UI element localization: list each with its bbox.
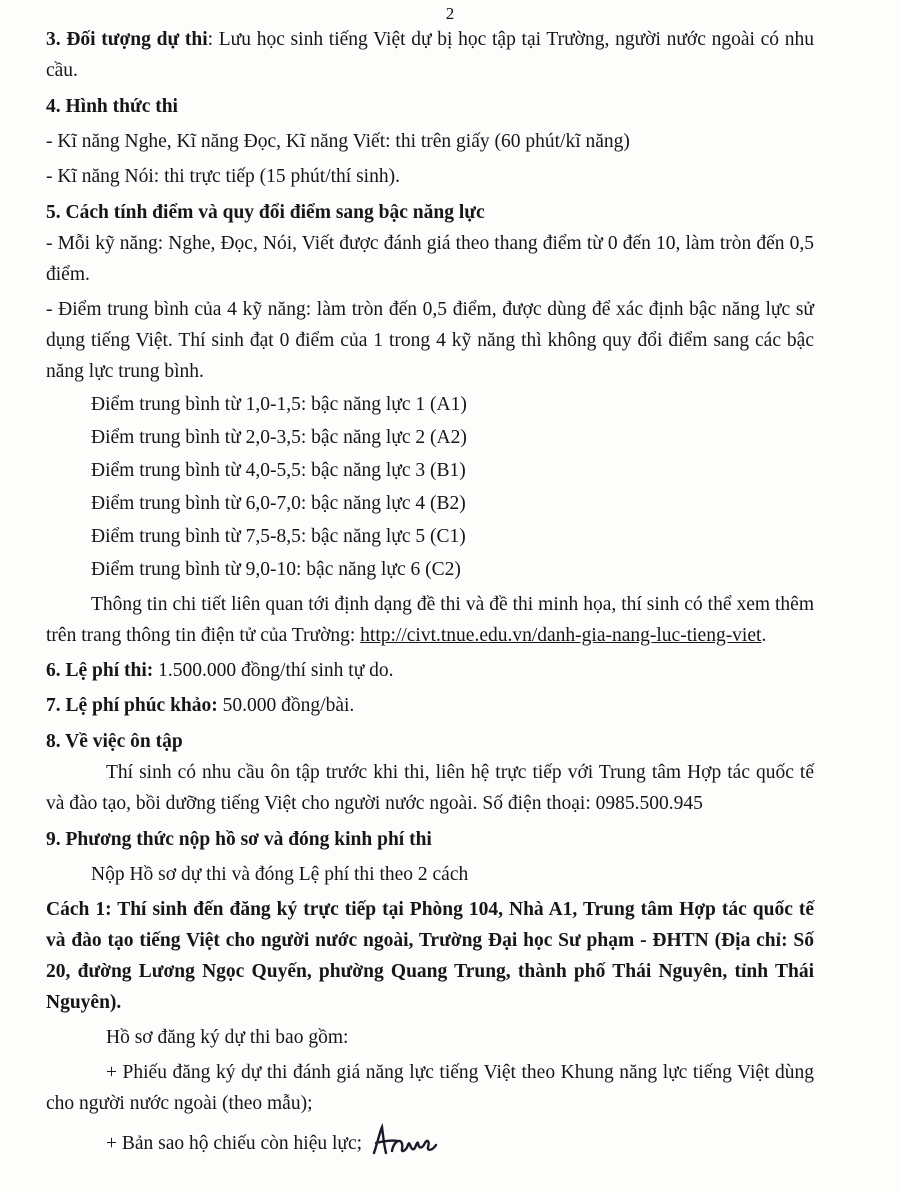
document-body <box>46 24 814 1167</box>
docs-title: Hồ sơ đăng ký dự thi bao gồm: <box>106 1027 349 1048</box>
signature-initials <box>370 1123 440 1167</box>
level-item-1: Điểm trung bình từ 1,0-1,5: bậc năng lực 1 (A1) <box>91 394 467 415</box>
info-end: . <box>761 625 767 646</box>
section-9-title: 9. Phương thức nộp hồ sơ và đóng kinh phí thi <box>46 829 432 850</box>
level-item-6: Điểm trung bình từ 9,0-10: bậc năng lực 6 (C2) <box>91 559 461 580</box>
section-6-text: 1.500.000 đồng/thí sinh tự do. <box>153 660 394 681</box>
method-1: Cách 1: Thí sinh đến đăng ký trực tiếp tại Phòng 104, Nhà A1, Trung tâm Hợp tác quốc tế và đào tạo tiếng Việt cho người nước ngoài, Trường Đại học Sư phạm - ĐHTN (Địa chỉ: Số 20, đường Lương Ngọc Quyến, phường Quang Trung, thành phố Thái Nguyên, tỉnh Thái Nguyên). <box>46 899 814 1013</box>
level-item-2: Điểm trung bình từ 2,0-3,5: bậc năng lực 2 (A2) <box>91 427 467 448</box>
section-4-item-1: - Kĩ năng Nghe, Kĩ năng Đọc, Kĩ năng Viết: thi trên giấy (60 phút/kĩ năng) <box>46 131 630 152</box>
section-4-title: 4. Hình thức thi <box>46 96 178 117</box>
website-link[interactable]: http://civt.tnue.edu.vn/danh-gia-nang-luc-tieng-viet <box>360 625 762 646</box>
section-3-text: : Lưu học sinh tiếng Việt dự bị học tập tại Trường, người nước ngoài có nhu cầu. <box>46 29 814 81</box>
section-7 <box>46 690 814 721</box>
section-7-text: 50.000 đồng/bài. <box>217 695 355 716</box>
level-item-4: Điểm trung bình từ 6,0-7,0: bậc năng lực 4 (B2) <box>91 493 466 514</box>
page-number: 2 <box>445 4 455 23</box>
section-4-item-2: - Kĩ năng Nói: thi trực tiếp (15 phút/thí sinh). <box>46 166 400 187</box>
doc-item-1: + Phiếu đăng ký dự thi đánh giá năng lực tiếng Việt theo Khung năng lực tiếng Việt dùng cho người nước ngoài (theo mẫu); <box>46 1062 814 1114</box>
section-8-text: Thí sinh có nhu cầu ôn tập trước khi thi, liên hệ trực tiếp với Trung tâm Hợp tác quốc tế và đào tạo, bồi dưỡng tiếng Việt cho người nước ngoài. Số điện thoại: 0985.500.945 <box>46 762 814 814</box>
doc-item-2: + Bản sao hộ chiếu còn hiệu lực; <box>106 1133 363 1154</box>
section-8-title: 8. Về việc ôn tập <box>46 731 183 752</box>
section-5-paragraph-1: - Mỗi kỹ năng: Nghe, Đọc, Nói, Viết được đánh giá theo thang điểm từ 0 đến 10, làm tròn đến 0,5 điểm. <box>46 233 814 285</box>
section-5-info <box>46 589 814 651</box>
section-3 <box>46 24 814 86</box>
level-item-3: Điểm trung bình từ 4,0-5,5: bậc năng lực 3 (B1) <box>91 460 466 481</box>
section-6 <box>46 655 814 686</box>
section-3-title: 3. Đối tượng dự thi <box>46 29 208 50</box>
section-7-title: 7. Lệ phí phúc khảo: <box>46 695 218 716</box>
section-9-intro: Nộp Hồ sơ dự thi và đóng Lệ phí thi theo 2 cách <box>91 864 469 885</box>
section-5-paragraph-2: - Điểm trung bình của 4 kỹ năng: làm tròn đến 0,5 điểm, được dùng để xác định bậc năng lực sử dụng tiếng Việt. Thí sinh đạt 0 điểm của 1 trong 4 kỹ năng thì không quy đổi điểm sang các bậc năng lực trung bình. <box>46 299 814 382</box>
doc-item-2-row <box>46 1123 814 1167</box>
level-item-5: Điểm trung bình từ 7,5-8,5: bậc năng lực 5 (C1) <box>91 526 466 547</box>
info-text: Thông tin chi tiết liên quan tới định dạng đề thi và đề thi minh họa, thí sinh có thể xem thêm trên trang thông tin điện tử của Trường: <box>46 594 814 646</box>
section-6-title: 6. Lệ phí thi: <box>46 660 154 681</box>
section-5-title: 5. Cách tính điểm và quy đổi điểm sang bậc năng lực <box>46 202 485 223</box>
